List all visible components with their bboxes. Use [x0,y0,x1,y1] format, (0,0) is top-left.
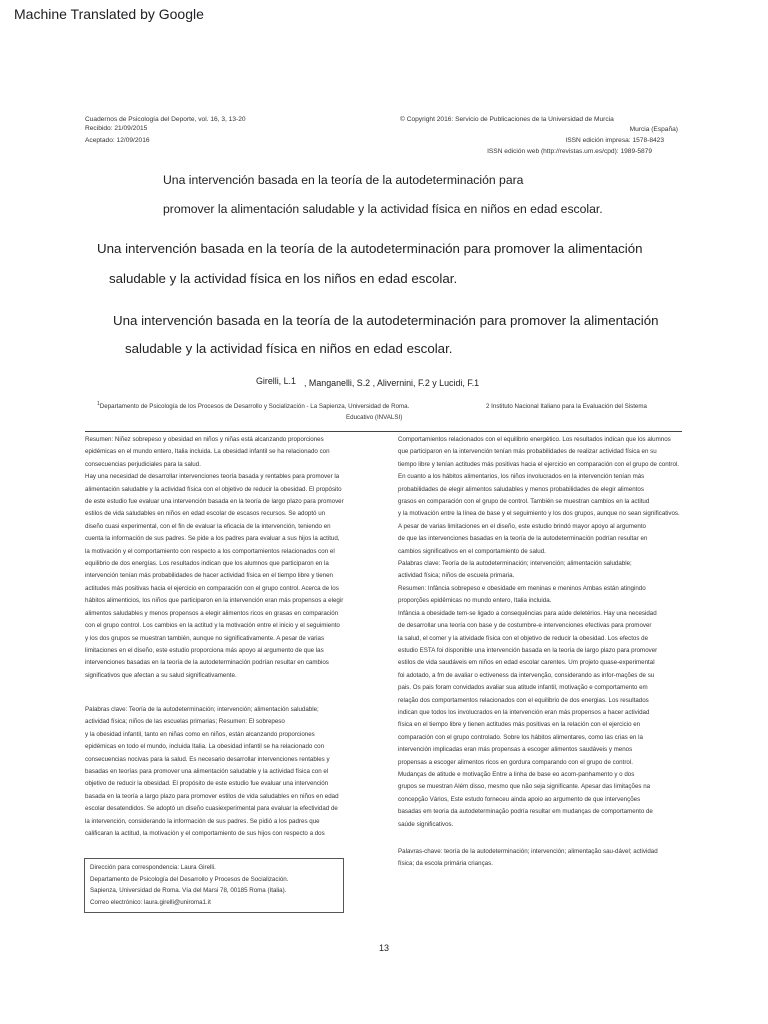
author-list: , Manganelli, S.2 , Alivernini, F.2 y Lucidi, F.1 [304,378,480,388]
text-line: alimentación saludable y la actividad física con el objetivo de reducir la obesidad. El propósito [85,485,342,493]
issn-print: ISSN edición impresa: 1578-8423 [565,137,664,144]
received-date: Recibido: 21/09/2015 [85,124,148,132]
text-line: y la obesidad infantil, tanto en niñas como en niños, están alcanzando proporciones [85,730,315,738]
text-line: estilos de vida saudáveis em niños en edad escolar carentes. Um projeto quase-experimental [398,659,655,667]
title-2-line-2: saludable y la actividad física en los niños en edad escolar. [109,271,458,286]
text-line: de este estudio fue evaluar una intervención basada en la teoría de largo plazo para promover [85,498,344,506]
accepted-date: Aceptado: 12/09/2016 [85,137,150,144]
text-line: actividad física; niños de escuela primaria. [398,572,515,580]
text-line: grasos en comparación con el grupo de control. También se muestran cambios en la actitud [398,498,650,506]
abstract-spanish-column [85,434,391,682]
text-line: calificaran la actitud, la motivación y el comportamiento de sus hijos con respecto a dos [85,830,325,838]
keywords-and-abstract-column [85,704,391,840]
affiliation-1-text: Departamento de Psicología de los Procesos de Desarrollo y Socialización - La Sapienza, Universidad de Roma. [99,403,410,411]
text-line: con el grupo control. Los cambios en la actitud y la motivación entre el inicio y el seguimiento [85,622,340,630]
text-line: física en el tiempo libre y tienen actitudes más positivas en la relación con el ejercicio en [398,721,641,729]
text-line: de que las intervenciones basadas en la teoría de la autodeterminación podrían resultar en [398,535,648,543]
title-1-line-2: promover la alimentación saludable y la actividad física en niños en edad escolar. [163,202,603,216]
correspondence-line: Sapienza, Universidad de Roma. Vía del Marsi 78, 00185 Roma (Italia). [90,887,287,894]
text-line: basadas em teoria da autodeterminação podría resultar em mudanças de comportamento de [398,808,653,816]
text-line: y los dos grupos se muestran también, aunque no significativamente. A pesar de varias [85,634,325,642]
text-line: Palabras clave: Teoría de la autodeterminación; intervención; alimentación saludable; [398,560,632,568]
correspondence-box [84,858,344,913]
affiliation-2: 2 Instituto Nacional Italiano para la Evaluación del Sistema [486,403,647,410]
text-line: la intervención, considerando la información de sus padres. Se pidió a los padres que [85,817,320,825]
text-line: física; da escola primária crianças. [398,860,493,868]
text-line: significativos que afectan a su salud significativamente. [85,671,237,679]
text-line: objetivo de reducir la obesidad. El propósito de este estudio fue evaluar una intervención [85,780,329,788]
text-line: cuenta la información de sus padres. Se pide a los padres para evaluar a sus hijos la actitud, [85,535,340,543]
text-line: propensas a escoger alimentos ricos en gordura comparando con el grupo de control. [398,758,633,766]
title-3-line-1: Una intervención basada en la teoría de la autodeterminación para promover la alimentación [113,313,659,328]
text-line: que participaron en la intervención tenían más probabilidades de realizar actividad física en su [398,448,657,456]
translation-banner: Machine Translated by Google [14,6,204,22]
text-line: saúde significativos. [398,820,454,828]
text-line: hábitos alimenticios, los niños que participaron en la intervención eran más propensos a elegir [85,597,344,605]
text-line: Infância a obesidade tem-se ligado a consequências para aúde deletérios. Hay una necesidad [398,609,657,617]
text-line: grupos se muestran Além disso, mesmo que não seja significante. Apesar das limitações na [398,783,651,791]
affiliation-2-continued: Educativo (INVALSI) [346,414,403,421]
text-line: equilibrio de dos energías. Los resultados indican que los alumnos que participaron en la [85,560,329,568]
text-line: Resumen: Infância sobrepeso e obesidade em meninas e meninos Ambas están atingindo [398,584,646,592]
affiliation-1 [97,401,409,410]
text-line: Hay una necesidad de desarrollar intervenciones teoría basada y rentables para promover la [85,473,340,481]
text-line: intervenciones basadas en la teoría de la autodeterminación podrían resultar en cambios [85,659,329,667]
keywords-portuguese [398,846,728,871]
text-line: consecuencias nocivas para la salud. Es necesario desarrollar intervenciones rentables y [85,755,330,763]
correspondence-line: Correo electrónico: laura.girelli@uniroma1.it [90,898,211,906]
copyright-notice: © Copyright 2016: Servicio de Publicaciones de la Universidad de Murcia [400,116,614,123]
text-line: pais. Os pais foram convidados avaliar sua atitude infantil, motivação e comportamento em [398,684,648,692]
header-rule [85,431,682,432]
text-line: Palabras clave: Teoría de la autodeterminación; intervención; alimentación saludable; [85,706,319,713]
text-line: intervención tenían más probabilidades de hacer actividad física en el tiempo libre y tienen [85,572,333,580]
text-line: alimentos saludables y menos propensos a elegir alimentos ricos en grasas en comparación [85,609,339,617]
text-line: consecuencias perjudiciales para la salud. [85,460,201,468]
text-line: la salud, el comer y la atividade física con el objetivo de reducir la obesidad. Los efectos de [398,634,649,642]
text-line: y la motivación entre la línea de base y el seguimiento y los dos grupos, aunque no sean significativos. [398,510,680,518]
text-line: la motivación y el comportamiento con respecto a los comportamientos relacionados con el [85,547,335,555]
text-line: epidémicas en el mundo entero, Italia incluida. La obesidad infantil se ha relacionado con [85,448,330,456]
text-line: basadas en teorías para promover una alimentación saludable y la actividad física con el [85,768,329,776]
text-line: intervención implicadas eran más propensas a escoger alimentos saudáveis y menos [398,746,633,754]
text-line: basada en la teoría a largo plazo para promover estilos de vida saludables en niños en edad [85,792,339,800]
title-3-line-2: saludable y la actividad física en niños en edad escolar. [125,341,453,356]
issn-web: ISSN edición web (http://revistas.um.es/cpd): 1989-5879 [487,148,652,155]
journal-citation-block [85,116,246,133]
affiliation-1-marker: 1 [97,401,100,407]
text-line: foi adotado, a fm de avaliar o ectiveness da intervenção, considerando as infor-mações de su [398,671,655,679]
text-line: actitudes más positivas hacia el ejercicio en comparación con el grupo control. Acerca de los [85,584,339,592]
copyright-location: Murcia (España) [629,126,678,133]
author-first: Girelli, L.1 [256,376,296,386]
text-line: limitaciones en el diseño, este estudio proporciona más apoyo al argumento de que las [85,646,324,654]
text-line: tiempo libre y tenían actitudes más positivas hacia el ejercicio en comparación con el grupo de control. [398,460,679,468]
text-line: escolar desatendidos. Se adoptó un diseño cuasiexperimental para evaluar la efectividad de [85,805,338,813]
text-line: indican que todos los involucrados en la intervención eran más propensos a hacer actividad [398,708,650,716]
text-line: diseño cuasi experimental, con el fin de evaluar la eficacia de la intervención, teniendo en [85,522,331,530]
text-line: estudio ESTA foi disponible una intervención basada en la teoría de largo plazo para promover [398,646,658,654]
text-line: de desarrollar una teoría con base y de costumbre-e intervenciones efectivas para promover [398,622,652,630]
text-line: concepção Vários, Este estudo forneceu ainda apoio ao argumento de que intervenções [398,795,641,803]
text-line: proporções epidêmicas no mundo entero, Italia incluida. [398,597,552,605]
text-line: cambios significativos en el comportamiento de salud. [398,547,546,555]
text-line: actividad física; niños de las escuelas primarias; Resumen: El sobrepeso [85,718,285,726]
text-line: relação dos comportamentos relacionados con el equilibrio de dos energias. Los resultados [398,696,649,704]
text-line: estilos de vida saludables en niños en edad escolar de escasos recursos. Se adoptó un [85,510,326,518]
title-1-line-1: Una intervención basada en la teoría de la autodeterminación para [163,173,524,187]
text-line: probabilidades de elegir alimentos saludables y menos probabilidades de elegir alimentos [398,485,644,493]
title-2-line-1: Una intervención basada en la teoría de la autodeterminación para promover la alimentación [97,241,643,256]
abstract-portuguese-column [398,434,728,831]
correspondence-line: Dirección para correspondencia: Laura Girelli. [90,864,216,871]
correspondence-line: Departamento de Psicología del Desarrollo y Procesos de Socialización. [90,875,289,883]
text-line: A pesar de varias limitaciones en el diseño, este estudio brindó mayor apoyo al argumento [398,522,646,530]
page-number: 13 [378,943,389,953]
text-line: Resumen: Niñez sobrepeso y obesidad en niños y niñas está alcanzando proporciones [85,436,324,443]
text-line: epidémicas en todo el mundo, incluida Italia. La obesidad infantil se ha relacionado con [85,743,325,751]
text-line: Mudanças de atitude e motivação Entre a linha de base eo acom-panhamento y o dos [398,770,635,778]
text-line: Comportamientos relacionados con el equilibrio energético. Los resultados indican que los alumnos [398,436,671,443]
text-line: comparación con el grupo controlado. Sobre los hábitos alimentares, como las crias en la [398,733,643,741]
text-line: En cuanto a los hábitos alimentarios, los niños involucrados en la intervención tenían más [398,473,645,481]
journal-citation: Cuadernos de Psicología del Deporte, vol. 16, 3, 13-20 [85,116,246,123]
text-line: Palavras-chave: teoría de la autodeterminación; intervención; alimentação sau-dável; actividad [398,848,658,855]
